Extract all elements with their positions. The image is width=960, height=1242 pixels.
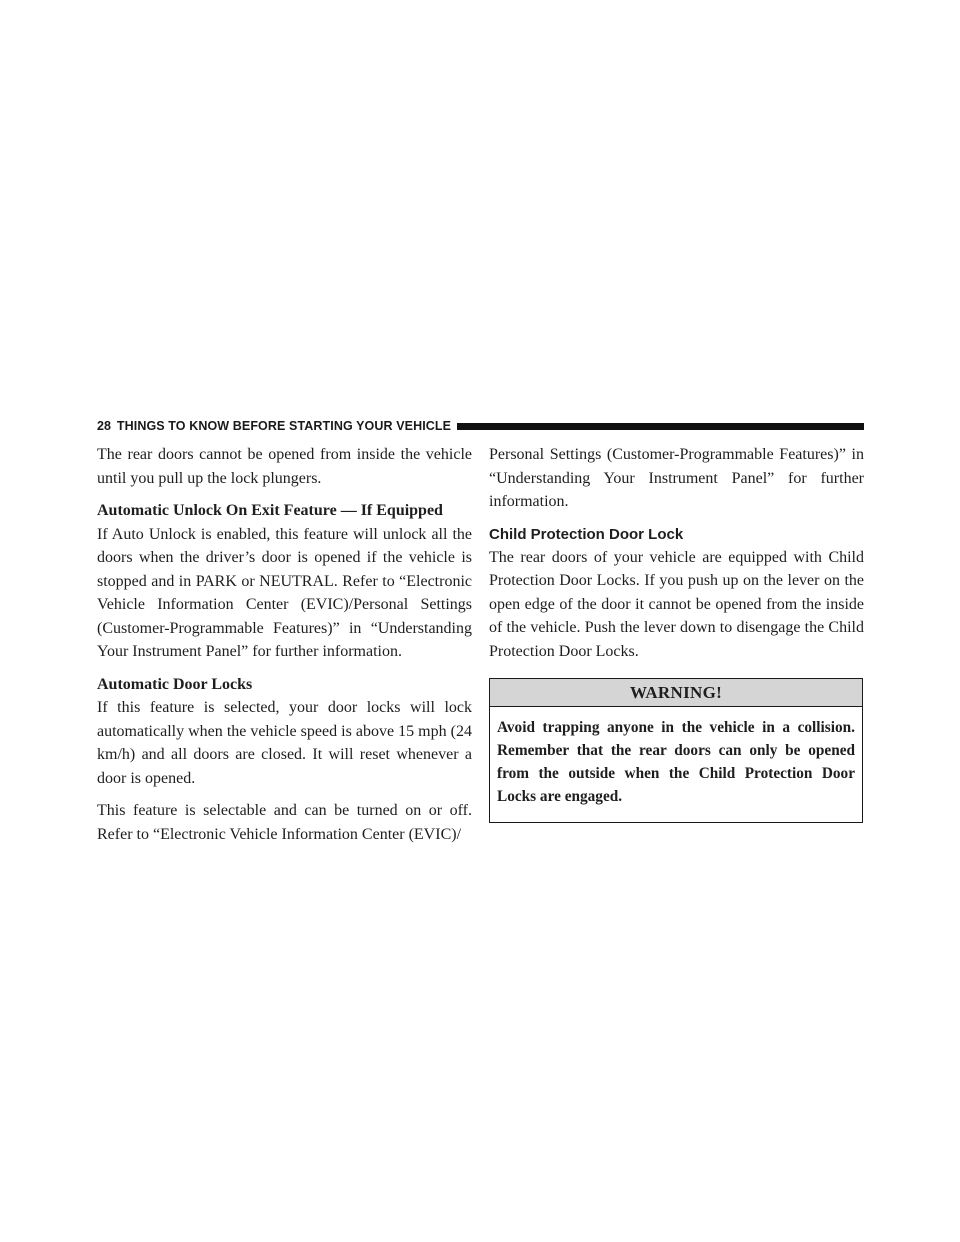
auto-locks-paragraph: If this feature is selected, your door locks will lock automatically when the vehicle speed is above 15 mph (24 km/h) and all doors are closed. It will reset whenever a door is opened. xyxy=(97,699,472,787)
left-column xyxy=(97,443,472,855)
auto-unlock-heading: Automatic Unlock On Exit Feature — If Equipped xyxy=(97,502,443,519)
continued-paragraph: Personal Settings (Customer-Programmable Features)” in “Understanding Your Instrument Panel” for further information. xyxy=(489,446,864,510)
child-protection-paragraph: The rear doors of your vehicle are equipped with Child Protection Door Locks. If you push up on the lever on the open edge of the door it cannot be opened from the inside of the vehicle. Push the lever down to disengage the Child Protection Door Locks. xyxy=(489,548,864,660)
intro-paragraph: The rear doors cannot be opened from inside the vehicle until you pull up the lock plungers. xyxy=(97,446,472,487)
header-rule xyxy=(457,423,864,430)
selectable-paragraph: This feature is selectable and can be turned on or off. Refer to “Electronic Vehicle Information Center (EVIC)/ xyxy=(97,802,472,843)
section-title: THINGS TO KNOW BEFORE STARTING YOUR VEHICLE xyxy=(116,419,452,433)
right-column xyxy=(489,443,864,823)
warning-box xyxy=(489,678,863,823)
child-protection-heading: Child Protection Door Lock xyxy=(489,525,684,543)
warning-body: Avoid trapping anyone in the vehicle in a collision. Remember that the rear doors can only be opened from the outside when the Child Protection Door Locks are engaged. xyxy=(497,719,855,805)
page-number: 28 xyxy=(97,419,111,433)
auto-locks-heading: Automatic Door Locks xyxy=(97,675,253,693)
page-header xyxy=(97,415,864,437)
auto-unlock-paragraph: If Auto Unlock is enabled, this feature will unlock all the doors when the driver’s door is opened if the vehicle is stopped and in PARK or NEUTRAL. Refer to “Electronic Vehicle Information Center (EVIC)/Personal Settings (Customer-Programmable Features)” in “Understanding Your Instrument Panel” for further information. xyxy=(97,525,472,660)
warning-title: WARNING! xyxy=(490,679,862,707)
